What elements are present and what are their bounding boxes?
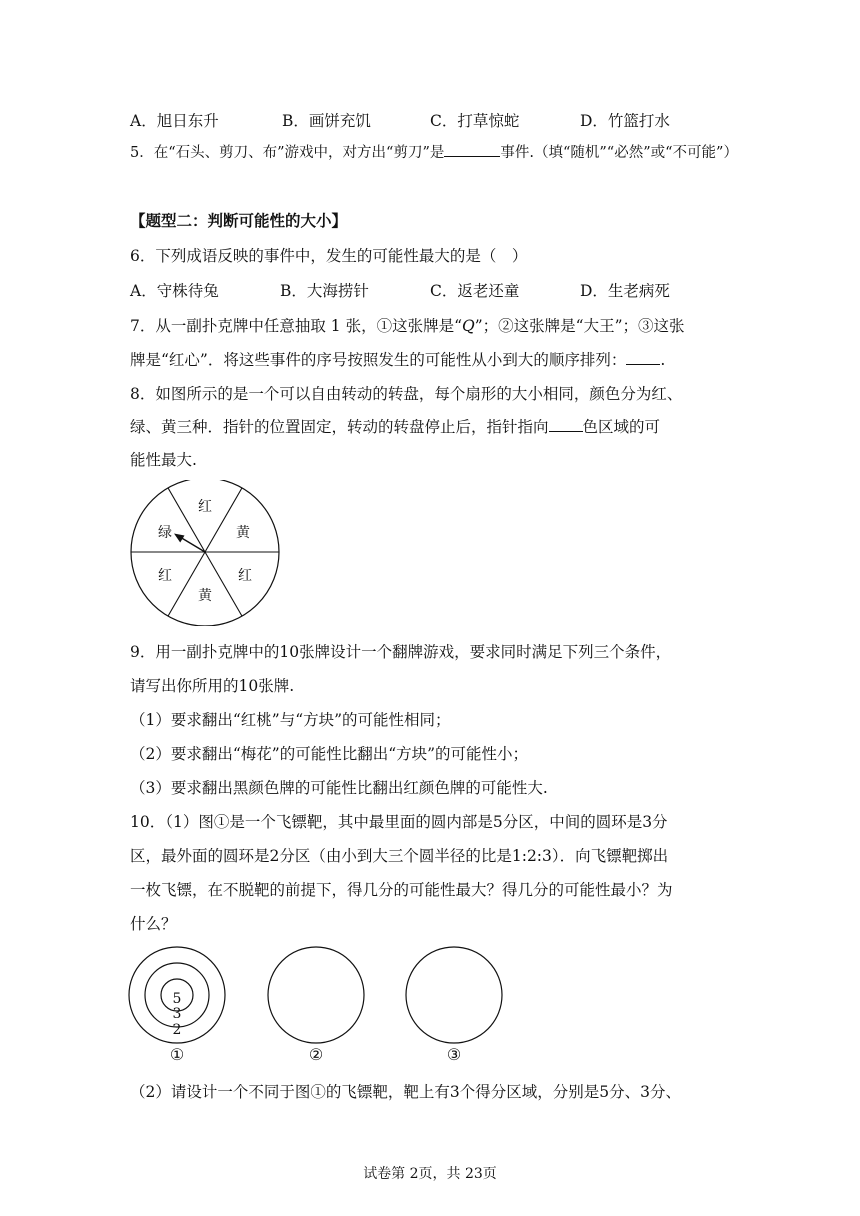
q6-option-c: C．返老还童 [430, 282, 520, 300]
spinner-divider [205, 488, 242, 552]
spinner-divider [168, 552, 205, 616]
question-5: 5．在“石头、剪刀、布”游戏中，对方出“剪刀”是 事件.（填“随机”“必然”或“不可能”） [130, 142, 738, 163]
answer-blank [626, 350, 660, 365]
question-7-line2: 牌是“红心”．将这些事件的序号按照发生的可能性从小到大的顺序排列： . [130, 351, 666, 369]
score-inner: 5 [172, 991, 182, 1007]
score-middle: 3 [172, 1006, 182, 1022]
q4-option-d: D．竹篮打水 [580, 112, 670, 130]
question-8-line3: 能性最大. [130, 451, 197, 469]
question-9-line2: 请写出你所用的10张牌. [130, 677, 295, 695]
dartboard-figures [120, 940, 520, 1070]
question-9-line1: 9．用一副扑克牌中的10张牌设计一个翻牌游戏，要求同时满足下列三个条件， [130, 643, 672, 661]
question-10-part2: （2）请设计一个不同于图①的飞镖靶，靶上有3个得分区域，分别是5分、3分、 [130, 1083, 681, 1101]
question-8-line2: 绿、黄三种．指针的位置固定，转动的转盘停止后，指针指向 色区域的可 [130, 418, 661, 436]
sector-label-upper-right: 黄 [236, 525, 250, 541]
sector-label-top: 红 [198, 499, 212, 515]
question-10-line4: 什么？ [130, 915, 177, 933]
question-8-line1: 8．如图所示的是一个可以自由转动的转盘，每个扇形的大小相同，颜色分为红、 [130, 385, 683, 403]
spinner-divider [168, 488, 205, 552]
spinner-figure [128, 480, 284, 626]
dartboard-1 [129, 947, 225, 1043]
condition-2: （2）要求翻出“梅花”的可能性比翻出“方块”的可能性小； [130, 745, 529, 763]
answer-blank [549, 417, 583, 432]
sector-label-bottom: 黄 [198, 588, 212, 604]
sector-label-lower-left: 红 [158, 568, 172, 584]
question-10-line3: 一枚飞镖，在不脱靶的前提下，得几分的可能性最大？得几分的可能性最小？为 [130, 881, 673, 899]
question-6: 6．下列成语反映的事件中，发生的可能性最大的是（ ） [130, 247, 528, 265]
figure-label-1: ① [169, 1045, 185, 1064]
q6-option-b: B．大海捞针 [280, 282, 369, 300]
spinner-divider [205, 552, 242, 616]
sector-label-lower-right: 红 [238, 568, 252, 584]
condition-1: （1）要求翻出“红桃”与“方块”的可能性相同； [130, 711, 451, 729]
q6-option-a: A．守株待兔 [130, 282, 219, 300]
figure-label-3: ③ [446, 1045, 462, 1064]
figure-label-2: ② [308, 1045, 324, 1064]
page-footer: 试卷第 2页，共 23页 [363, 1166, 497, 1182]
q4-option-a: A．旭日东升 [130, 112, 219, 130]
question-10-line2: 区，最外面的圆环是2分区（由小到大三个圆半径的比是1:2:3）．向飞镖靶掷出 [130, 847, 669, 865]
question-7-line1: 7．从一副扑克牌中任意抽取 1 张，①这张牌是“Q”；②这张牌是“大王”；③这张 [130, 317, 685, 335]
pointer-arrowhead [174, 534, 185, 543]
q6-option-d: D．生老病死 [580, 282, 670, 300]
q4-option-c: C．打草惊蛇 [430, 112, 520, 130]
q4-option-b: B．画饼充饥 [282, 112, 371, 130]
condition-3: （3）要求翻出黑颜色牌的可能性比翻出红颜色牌的可能性大. [130, 779, 548, 797]
sector-label-upper-left: 绿 [158, 525, 172, 541]
dartboard-3-blank [406, 947, 502, 1043]
dartboard-2-blank [268, 947, 364, 1043]
question-10-line1: 10．（1）图①是一个飞镖靶，其中最里面的圆内部是5分区，中间的圆环是3分 [130, 813, 668, 831]
score-outer: 2 [172, 1022, 182, 1038]
section-title: 【题型二：判断可能性的大小】 [130, 211, 348, 230]
answer-blank [444, 142, 500, 157]
